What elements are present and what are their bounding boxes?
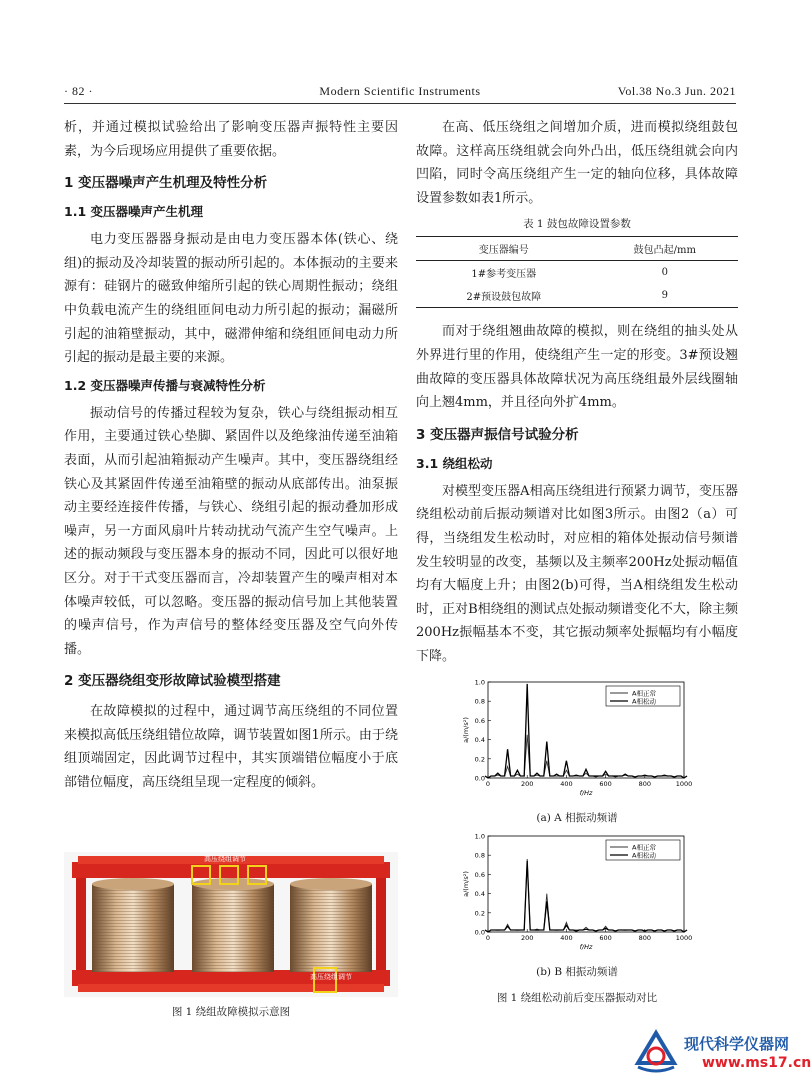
x-tick-label: 0 <box>485 780 491 788</box>
logo-icon <box>632 1029 680 1077</box>
x-tick-label: 1000 <box>675 780 693 788</box>
paragraph: 在故障模拟的过程中，通过调节高压绕组的不同位置来模拟高低压绕组错位故障，调节装置如图1所示。由于绕组顶端固定，因此调节过程中，其实顶端错位幅度小于底部错位幅度，高压绕组呈现一定程度的倾斜。 <box>64 704 398 791</box>
left-column <box>64 116 398 795</box>
page-number: · 82 · <box>64 84 93 98</box>
y-tick-label: 0.6 <box>474 716 485 725</box>
y-axis-label: a/(m/s²) <box>462 717 470 743</box>
coil-left <box>92 878 174 972</box>
chart-a <box>460 676 700 804</box>
table-cell: 2#预设鼓包故障 <box>466 292 542 304</box>
subsection-heading: 1.2 变压器噪声传播与衰减特性分析 <box>64 377 266 393</box>
legend-label: A相松动 <box>632 697 656 706</box>
subsection-heading: 1.1 变压器噪声产生机理 <box>64 204 203 220</box>
header-rule <box>64 103 736 104</box>
y-axis-label: a/(m/s²) <box>462 871 470 897</box>
section-heading: 1 变压器噪声产生机理及特性分析 <box>64 175 268 192</box>
legend-label: A相正常 <box>632 689 656 698</box>
running-header <box>64 84 736 102</box>
x-axis-label: f/Hz <box>579 789 593 797</box>
x-tick-label: 400 <box>560 780 573 788</box>
series-line <box>485 859 687 932</box>
section-heading: 3 变压器声振信号试验分析 <box>416 426 579 443</box>
paragraph: 振动信号的传播过程较为复杂，铁心与绕组振动相互作用，主要通过铁心垫脚、紧固件以及绝缘油传递至油箱表面，从而引起油箱振动产生噪声。其中，变压器绕组经铁心及其紧固件传递至油箱壁的振动从底部传出。油泵振动主要经连接件传播，与铁心、绕组引起的振动叠加形成噪声，另一方面风扇叶片转动扰动气流产生空气噪声。上述的振动频段与变压器本身的振动不同，因此可以很好地区分。对于干式变压器而言，冷却装置产生的噪声相对本体噪声较低，可以忽略。变压器的振动信号加上其他装置的噪声信号，作为声信号的整体经变压器及空气向外传播。 <box>64 405 398 657</box>
right-column <box>416 116 738 669</box>
subsection-heading: 3.1 绕组松动 <box>416 455 493 471</box>
adjust-label-top: 高压绕组调节 <box>204 855 246 863</box>
series-line <box>485 735 687 778</box>
y-tick-label: 0.4 <box>474 736 485 745</box>
x-tick-label: 600 <box>599 934 612 942</box>
x-tick-label: 200 <box>520 780 534 788</box>
legend-label: A相正常 <box>632 843 656 852</box>
chart-b-caption: (b) B 相振动频谱 <box>536 966 618 978</box>
issue-info: Vol.38 No.3 Jun. 2021 <box>617 84 736 98</box>
figure-1-image <box>64 852 398 997</box>
coil-middle <box>192 878 274 972</box>
table-cell: 0 <box>661 267 668 279</box>
y-tick-label: 0.0 <box>474 928 485 937</box>
x-tick-label: 600 <box>599 780 612 788</box>
chart-b <box>460 830 700 958</box>
y-tick-label: 0.2 <box>474 909 485 918</box>
y-tick-label: 1.0 <box>474 832 485 841</box>
series-line <box>485 861 687 932</box>
paragraph: 析，并通过模拟试验给出了影响变压器声振特性主要因素，为今后现场应用提供了重要依据。 <box>64 120 398 159</box>
site-logo <box>632 1027 811 1081</box>
chart-a-caption: (a) A 相振动频谱 <box>536 812 618 824</box>
y-tick-label: 0.8 <box>474 851 485 860</box>
table-caption: 表 1 鼓包故障设置参数 <box>523 218 631 231</box>
x-tick-label: 200 <box>520 934 534 942</box>
journal-name: Modern Scientific Instruments <box>319 84 481 98</box>
x-axis-label: f/Hz <box>579 943 593 951</box>
y-tick-label: 0.0 <box>474 774 485 783</box>
x-tick-label: 1000 <box>675 934 693 942</box>
y-tick-label: 0.8 <box>474 697 485 706</box>
table-row <box>416 261 738 285</box>
coil-right <box>290 878 372 972</box>
logo-url: www.ms17.cn <box>702 1055 811 1071</box>
x-tick-label: 800 <box>638 934 652 942</box>
table-header-row <box>416 237 738 261</box>
figure-2-caption: 图 1 绕组松动前后变压器振动对比 <box>496 992 658 1004</box>
x-tick-label: 400 <box>560 934 573 942</box>
table-header-cell: 变压器编号 <box>478 245 529 257</box>
table-header-cell: 鼓包凸起/mm <box>633 245 696 257</box>
fault-parameters-table <box>416 236 738 308</box>
x-tick-label: 0 <box>485 934 491 942</box>
figure-1-caption: 图 1 绕组故障模拟示意图 <box>171 1006 291 1018</box>
table-row <box>416 284 738 308</box>
y-tick-label: 1.0 <box>474 678 485 687</box>
x-tick-label: 800 <box>638 780 652 788</box>
paragraph: 在高、低压绕组之间增加介质，进而模拟绕组鼓包故障。这样高压绕组就会向外凸出，低压绕组就会向内凹陷，同时令高压绕组产生一定的轴向位移，具体故障设置参数如表1所示。 <box>416 120 738 206</box>
table-cell: 9 <box>661 290 668 302</box>
y-tick-label: 0.2 <box>474 755 485 764</box>
paragraph: 电力变压器器身振动是由电力变压器本体(铁心、绕组)的振动及冷却装置的振动所引起的。本体振动的主要来源有：硅钢片的磁致伸缩所引起的铁心周期性振动；绕组中负载电流产生的绕组匝间电动力所引起的振动；漏磁所引起的油箱壁振动，其中，磁滞伸缩和绕组匝间电动力所引起的振动是最主要的来源。 <box>64 232 398 366</box>
section-heading: 2 变压器绕组变形故障试验模型搭建 <box>64 673 281 690</box>
paragraph: 而对于绕组翘曲故障的模拟，则在绕组的抽头处从外界进行里的作用，使绕组产生一定的形变。3#预设翘曲故障的变压器具体故障状况为高压绕组最外层线圈轴向上翘4mm，并且径向外扩4mm。 <box>416 324 738 411</box>
adjust-label-bottom: 高压绕组调节 <box>310 973 352 981</box>
table-cell: 1#参考变压器 <box>471 269 537 281</box>
legend-label: A相松动 <box>632 851 656 860</box>
y-tick-label: 0.4 <box>474 890 485 899</box>
y-tick-label: 0.6 <box>474 870 485 879</box>
logo-text: 现代科学仪器网 <box>684 1035 790 1053</box>
paragraph: 对模型变压器A相高压绕组进行预紧力调节，变压器绕组松动前后振动频谱对比如图3所示。由图2（a）可得，当绕组发生松动时，对应相的箱体处振动信号频谱发生较明显的改变，基频以及主频率200Hz处振动幅值均有大幅度上升；由图2(b)可得，当A相绕组发生松动时，正对B相绕组的测试点处振动频谱变化不大，除主频200Hz振幅基本不变，其它振动频率处振幅均有小幅度下降。 <box>416 483 738 664</box>
